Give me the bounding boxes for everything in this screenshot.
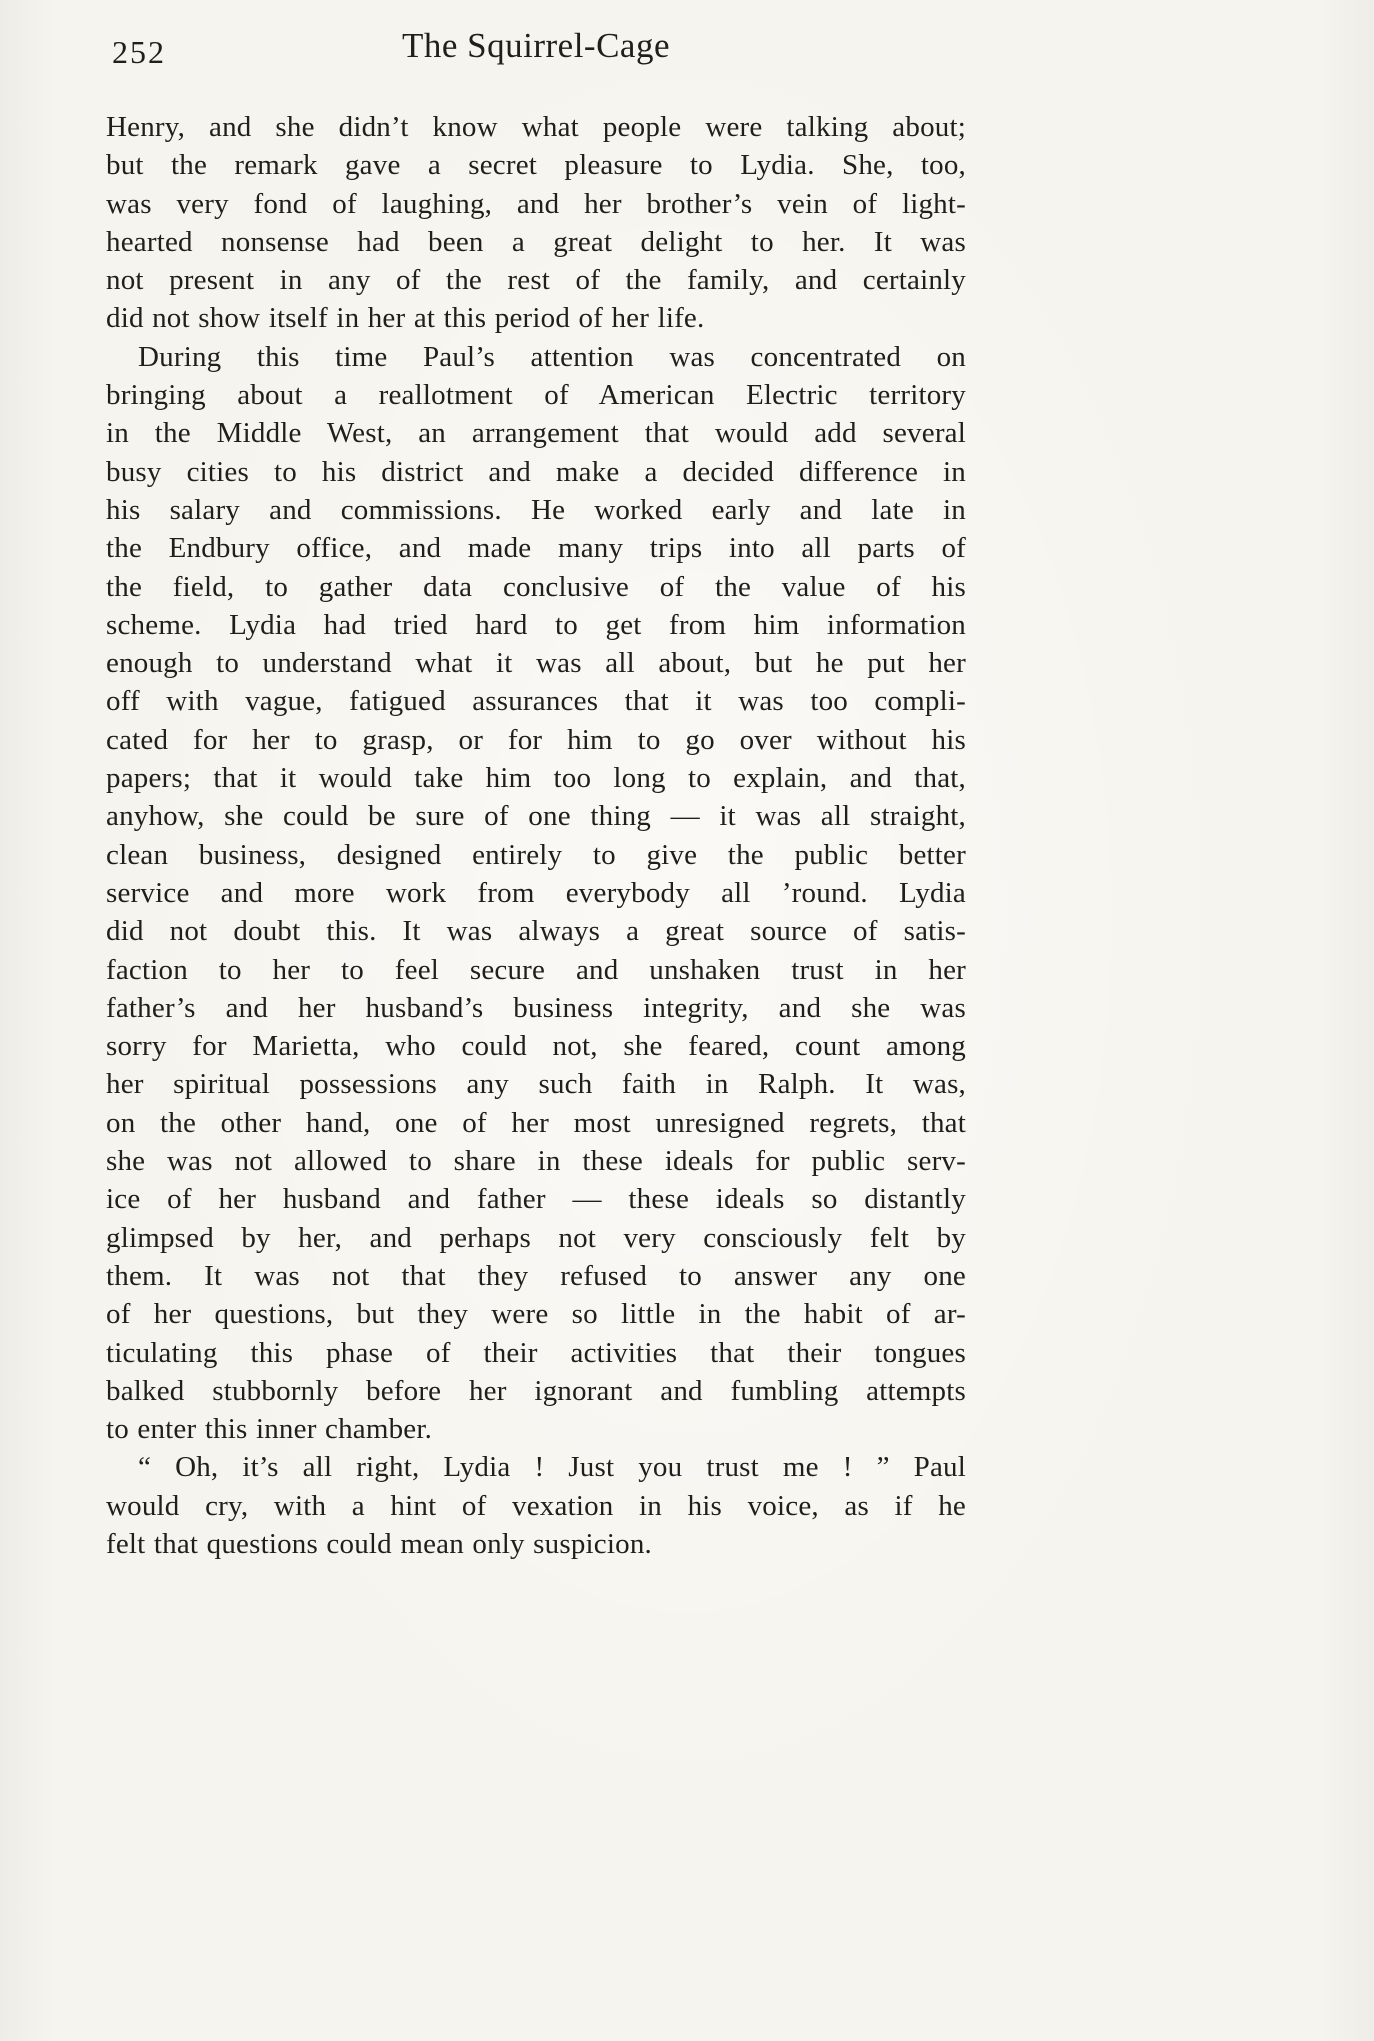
- text-line: but the remark gave a secret pleasure to Lydia. She, too,: [106, 149, 966, 182]
- text-line: did not show itself in her at this period of her life.: [106, 302, 705, 335]
- text-line: ticulating this phase of their activities that their tongues: [106, 1336, 966, 1369]
- text-line: not present in any of the rest of the family, and certainly: [106, 264, 966, 297]
- text-line: felt that questions could mean only suspicion.: [106, 1527, 652, 1560]
- text-line: scheme. Lydia had tried hard to get from him information: [106, 608, 966, 641]
- text-line: his salary and commissions. He worked early and late in: [106, 493, 966, 526]
- text-line: to enter this inner chamber.: [106, 1413, 433, 1446]
- text-line: cated for her to grasp, or for him to go over without his: [106, 723, 966, 756]
- paragraph: [106, 108, 966, 338]
- text-line: would cry, with a hint of vexation in his voice, as if he: [106, 1489, 966, 1522]
- paragraph: [106, 1448, 966, 1563]
- text-line: bringing about a reallotment of American Electric territory: [106, 379, 966, 412]
- text-line: in the Middle West, an arrangement that would add several: [106, 417, 966, 450]
- text-line: During this time Paul’s attention was concentrated on: [138, 340, 966, 373]
- text-line: hearted nonsense had been a great delight to her. It was: [106, 225, 966, 258]
- text-line: off with vague, fatigued assurances that it was too compli-: [106, 685, 966, 718]
- page-number: 252: [112, 34, 166, 70]
- text-line: glimpsed by her, and perhaps not very consciously felt by: [106, 1221, 966, 1254]
- text-line: on the other hand, one of her most unresigned regrets, that: [106, 1106, 966, 1139]
- running-head: [106, 24, 966, 88]
- text-line: clean business, designed entirely to give the public better: [106, 838, 966, 871]
- text-line: “ Oh, it’s all right, Lydia ! Just you trust me ! ” Paul: [138, 1451, 966, 1484]
- text-line: service and more work from everybody all ’round. Lydia: [106, 876, 966, 909]
- paragraph: [106, 338, 966, 1449]
- text-line: them. It was not that they refused to answer any one: [106, 1259, 966, 1292]
- text-line: her spiritual possessions any such faith in Ralph. It was,: [106, 1068, 966, 1101]
- text-line: did not doubt this. It was always a great source of satis-: [106, 915, 966, 948]
- text-line: the field, to gather data conclusive of the value of his: [106, 570, 966, 603]
- text-line: father’s and her husband’s business integrity, and she was: [106, 991, 966, 1024]
- page-title: The Squirrel-Cage: [402, 26, 670, 65]
- text-line: ice of her husband and father — these ideals so distantly: [106, 1183, 966, 1216]
- text-line: of her questions, but they were so little in the habit of ar-: [106, 1298, 966, 1331]
- text-line: busy cities to his district and make a decided difference in: [106, 455, 966, 488]
- text-line: anyhow, she could be sure of one thing — it was all straight,: [106, 800, 966, 833]
- text-line: sorry for Marietta, who could not, she feared, count among: [106, 1030, 966, 1063]
- text-line: faction to her to feel secure and unshaken trust in her: [106, 953, 966, 986]
- text-line: she was not allowed to share in these ideals for public serv-: [106, 1145, 966, 1178]
- text-line: papers; that it would take him too long to explain, and that,: [106, 762, 966, 795]
- text-line: was very fond of laughing, and her brother’s vein of light-: [106, 187, 966, 220]
- text-line: balked stubbornly before her ignorant and fumbling attempts: [106, 1374, 966, 1407]
- text-line: enough to understand what it was all about, but he put her: [106, 647, 966, 680]
- text-line: the Endbury office, and made many trips into all parts of: [106, 532, 966, 565]
- page-content: [106, 24, 966, 1563]
- page-body: [106, 108, 966, 1563]
- text-line: Henry, and she didn’t know what people were talking about;: [106, 111, 966, 143]
